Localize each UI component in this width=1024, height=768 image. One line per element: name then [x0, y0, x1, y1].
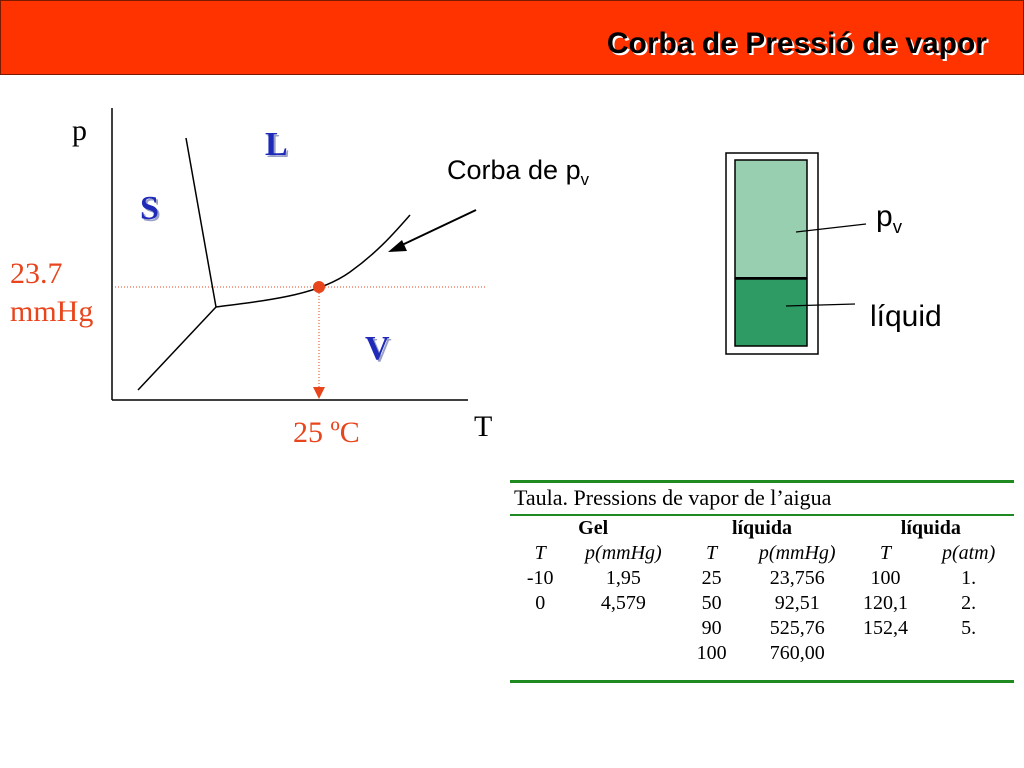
temperature-arrowhead [313, 387, 325, 399]
table-cell [510, 616, 570, 641]
x-axis-label: T [474, 410, 493, 443]
table-cell: 525,76 [769, 617, 825, 639]
liquid-phase-label: L [265, 126, 288, 163]
liquid-label: líquid [870, 300, 942, 333]
pressure-value: 23.7 [10, 257, 63, 290]
table-cell: 0 [535, 592, 546, 614]
table-row [510, 566, 1014, 591]
group-header-liquid-1: líquida [731, 517, 792, 539]
table-cell: 2. [961, 592, 977, 614]
table-cell [848, 641, 924, 666]
column-header: p(mmHg) [585, 542, 662, 564]
pressure-unit: mmHg [10, 295, 94, 328]
table-cell: 760,00 [769, 642, 825, 664]
table-cell [570, 616, 676, 641]
table-bottom-rule [510, 680, 1014, 683]
table-cell [510, 641, 570, 666]
table-cell [570, 641, 676, 666]
fusion-curve [186, 138, 216, 307]
y-axis-label: p [72, 114, 87, 147]
table-cell: 120,1 [862, 592, 908, 614]
table-cell: 92,51 [774, 592, 820, 614]
table-row [510, 641, 1014, 666]
curve-pointer-arrow [402, 210, 476, 245]
group-header-liquid-2: líquida [900, 517, 961, 539]
solid-phase-label: S [140, 190, 159, 227]
table-body [510, 516, 1014, 666]
column-header: T [534, 542, 546, 564]
vapor-pressure-table [510, 480, 1014, 683]
table-row [510, 591, 1014, 616]
column-header: p(atm) [941, 542, 996, 564]
vaporization-curve [216, 215, 410, 307]
sublimation-curve [138, 307, 216, 390]
vapor-label-subscript: v [892, 215, 902, 237]
table-cell: 100 [696, 642, 727, 664]
table-cell: 4,579 [600, 592, 646, 614]
table-cell: 23,756 [769, 567, 825, 589]
table-caption: Taula. Pressions de vapor de l’aigua [514, 485, 832, 510]
state-point [313, 281, 325, 293]
liquid-region [735, 279, 807, 346]
table-cell: 1,95 [605, 567, 641, 589]
pressure-value-label [10, 255, 93, 331]
group-header-gel: Gel [578, 517, 609, 539]
curve-pointer-arrowhead [388, 240, 407, 252]
table-cell: 25 [701, 567, 722, 589]
vapor-pressure-curve-label [447, 155, 589, 189]
table-cell: -10 [526, 567, 554, 589]
table-cell: 100 [870, 567, 901, 589]
curve-label-subscript: v [580, 169, 589, 189]
slide-title: Corba de Pressió de vapor [606, 27, 987, 60]
column-header: p(mmHg) [758, 542, 836, 564]
table-row [510, 616, 1014, 641]
table-group-header [510, 516, 1014, 541]
vapor-pressure-label [876, 200, 902, 237]
curve-label-text: Corba de p [447, 155, 581, 185]
temperature-value-label: 25 ºC [293, 416, 360, 449]
table-cell [923, 641, 1014, 666]
column-header: T [879, 542, 891, 564]
column-header: T [706, 542, 718, 564]
vapor-region [735, 160, 807, 278]
vapor-label-text: p [876, 200, 893, 233]
table-cell: 90 [701, 617, 722, 639]
table-units-header [510, 541, 1014, 566]
table-cell: 5. [961, 617, 977, 639]
table-cell: 50 [701, 592, 722, 614]
table-cell: 152,4 [862, 617, 908, 639]
table-cell: 1. [961, 567, 977, 589]
vapor-phase-label: V [365, 330, 390, 367]
